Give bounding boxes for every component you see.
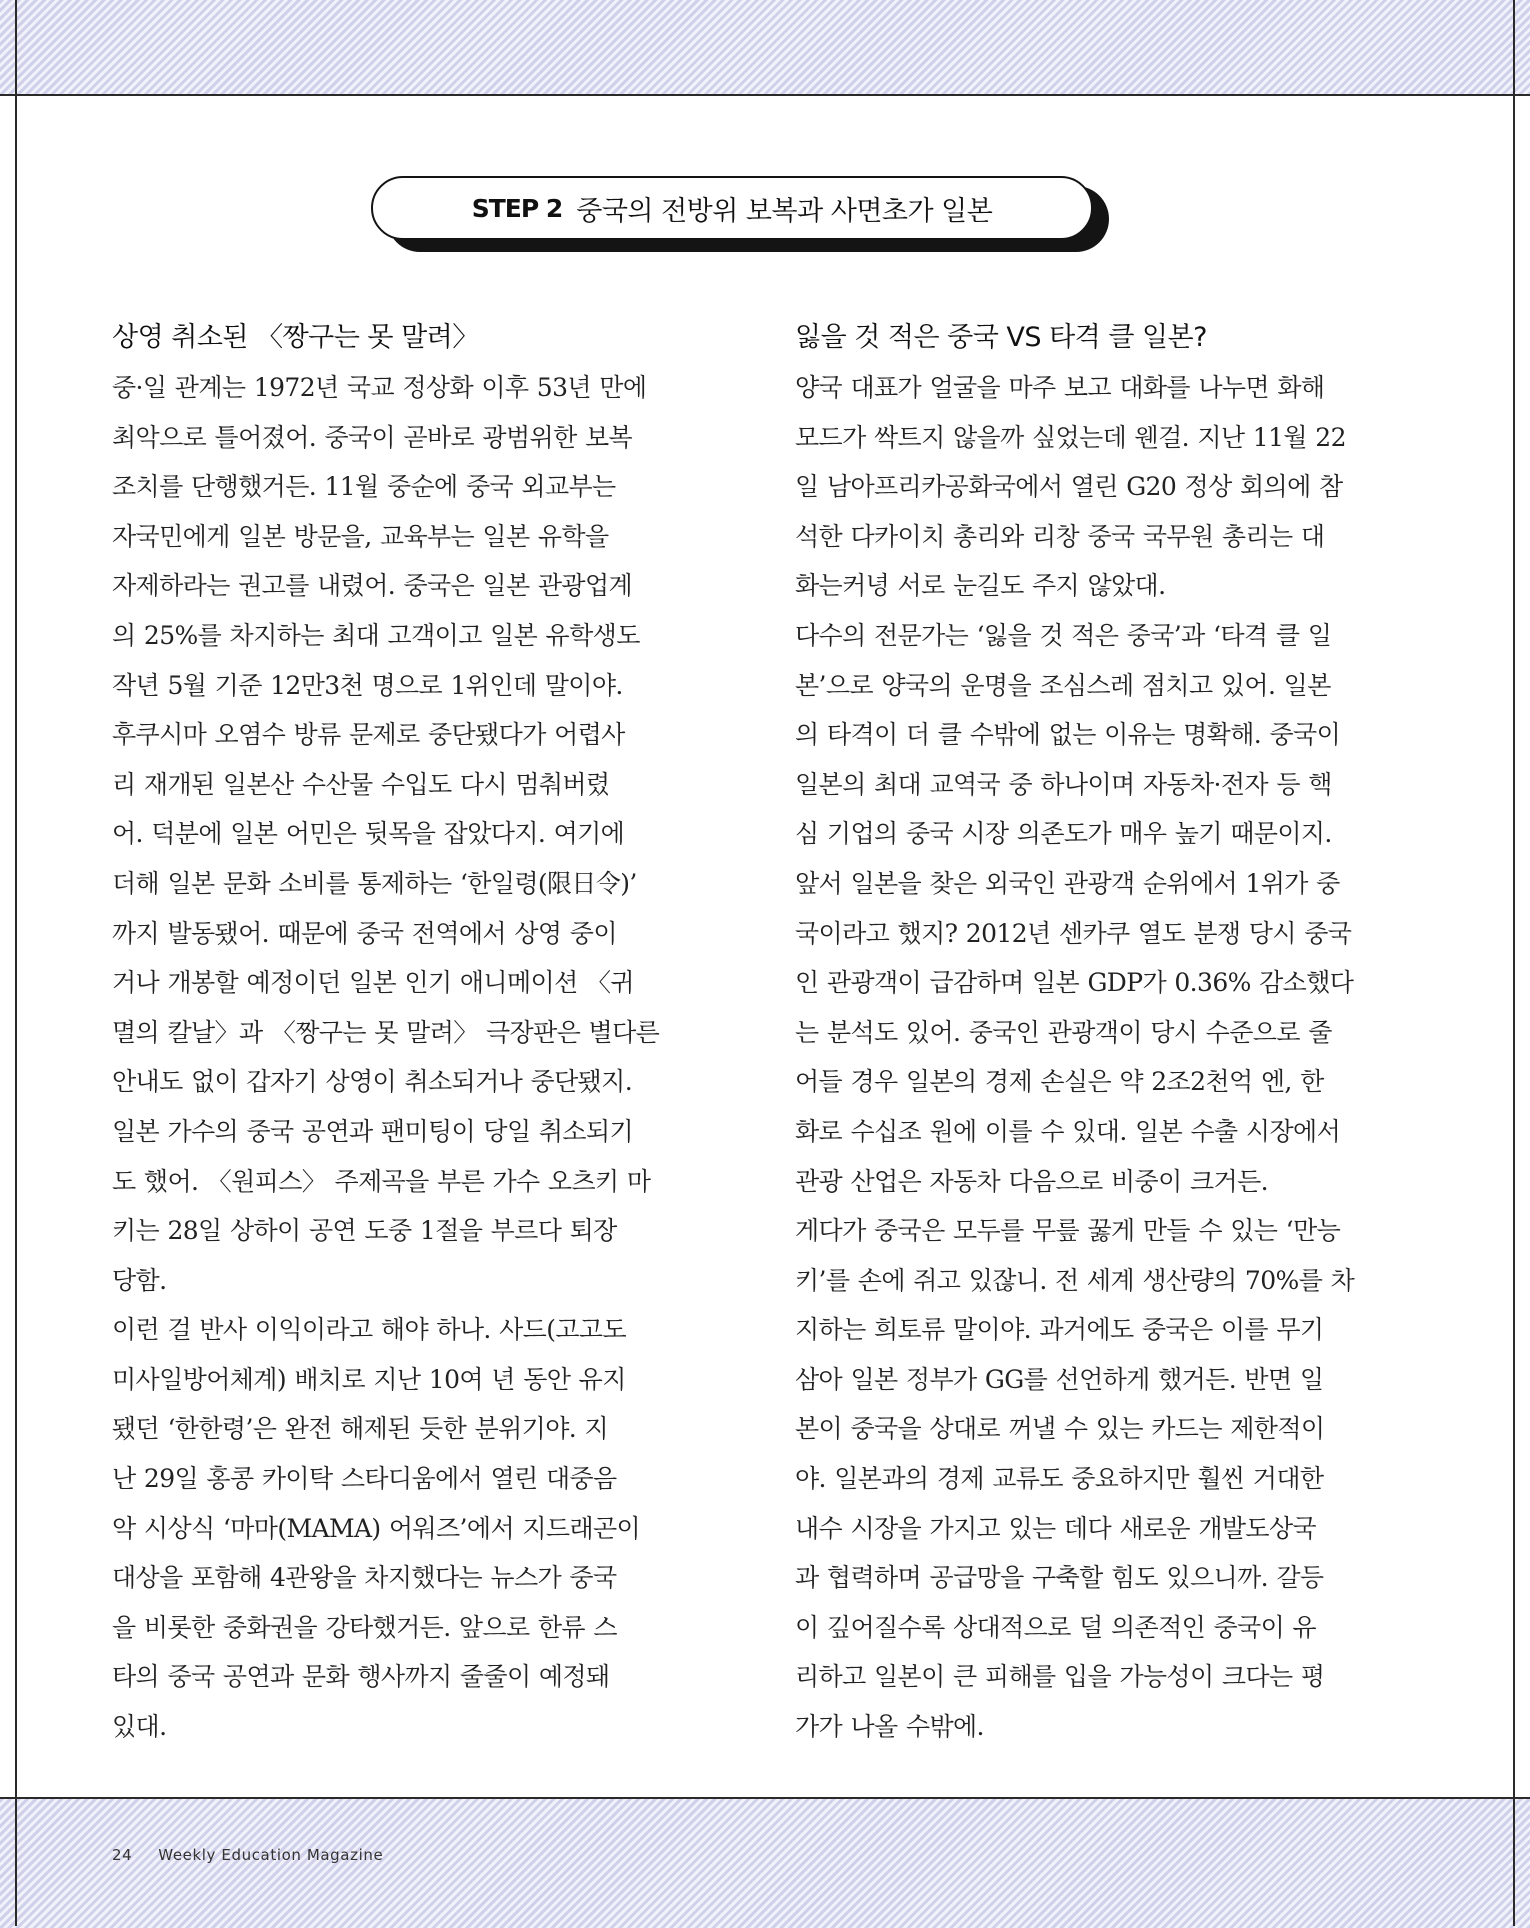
right-paragraph-1: 양국 대표가 얼굴을 마주 보고 대화를 나누면 화해 모드가 싹트지 않을까 싶었는데 웬걸. 지난 11월 22 일 남아프리카공화국에서 열린 G20 정상 회의에 참 석한 다카이치 총리와 리창 중국 국무원 총리는 대 화는커녕 서로 눈길도 주지 않았대. bbox=[795, 373, 1346, 601]
page-number: 24 bbox=[112, 1846, 133, 1864]
left-column bbox=[112, 318, 682, 1752]
left-paragraph-2: 후쿠시마 오염수 방류 문제로 중단됐다가 어렵사 리 재개된 일본산 수산물 수입도 다시 멈춰버렸 어. 덕분에 일본 어민은 뒷목을 잡았다지. 여기에 더해 일본 문화 소비를 통제하는 ‘한일령(限日令)’ 까지 발동됐어. 때문에 중국 전역에서 상영 중이 거나 개봉할 예정이던 일본 인기 애니메이션 〈귀 멸의 칼날〉과 〈짱구는 못 말려〉 극장판은 별다른 안내도 없이 갑자기 상영이 취소되거나 중단됐지. 일본 가수의 중국 공연과 팬미팅이 당일 취소되기 도 했어. 〈원피스〉 주제곡을 부른 가수 오츠키 마 키는 28일 상하이 공연 도중 1절을 부르다 퇴장 당함. bbox=[112, 720, 660, 1295]
left-column-heading: 상영 취소된 〈짱구는 못 말려〉 bbox=[112, 322, 479, 353]
top-decorative-band bbox=[0, 0, 1530, 96]
left-paragraph-1: 중·일 관계는 1972년 국교 정상화 이후 53년 만에 최악으로 틀어졌어. 중국이 곧바로 광범위한 보복 조치를 단행했거든. 11월 중순에 중국 외교부는 자국민에게 일본 방문을, 교육부는 일본 유학을 자제하라는 권고를 내렸어. 중국은 일본 관광업계 의 25%를 차지하는 최대 고객이고 일본 유학생도 작년 5월 기준 12만3천 명으로 1위인데 말이야. bbox=[112, 373, 647, 700]
right-column bbox=[795, 318, 1365, 1752]
right-paragraph-4: 게다가 중국은 모두를 무릎 꿇게 만들 수 있는 ‘만능 키’를 손에 쥐고 있잖니. 전 세계 생산량의 70%를 차 지하는 희토류 말이야. 과거에도 중국은 이를 무기 삼아 일본 정부가 GG를 선언하게 했거든. 반면 일 본이 중국을 상대로 꺼낼 수 있는 카드는 제한적이 야. 일본과의 경제 교류도 중요하지만 훨씬 거대한 내수 시장을 가지고 있는 데다 새로운 개발도상국 과 협력하며 공급망을 구축할 힘도 있으니까. 갈등 이 깊어질수록 상대적으로 덜 의존적인 중국이 유 리하고 일본이 큰 피해를 입을 가능성이 크다는 평 가가 나올 수밖에. bbox=[795, 1216, 1355, 1742]
section-banner bbox=[371, 176, 1093, 240]
right-paragraph-3: 앞서 일본을 찾은 외국인 관광객 순위에서 1위가 중 국이라고 했지? 2012년 센카쿠 열도 분쟁 당시 중국 인 관광객이 급감하며 일본 GDP가 0.36% 감소했다 는 분석도 있어. 중국인 관광객이 당시 수준으로 줄 어들 경우 일본의 경제 손실은 약 2조2천억 엔, 한 화로 수십조 원에 이를 수 있대. 일본 수출 시장에서 관광 산업은 자동차 다음으로 비중이 크거든. bbox=[795, 868, 1354, 1196]
section-title: 중국의 전방위 보복과 사면초가 일본 bbox=[576, 195, 993, 227]
left-paragraph-3: 이런 걸 반사 이익이라고 해야 하나. 사드(고고도 미사일방어체계) 배치로 지난 10여 년 동안 유지 됐던 ‘한한령’은 완전 해제된 듯한 분위기야. 지 난 29일 홍콩 카이탁 스타디움에서 열린 대중음 악 시상식 ‘마마(MAMA) 어워즈’에서 지드래곤이 대상을 포함해 4관왕을 차지했다는 뉴스가 중국 을 비롯한 중화권을 강타했거든. 앞으로 한류 스 타의 중국 공연과 문화 행사까지 줄줄이 예정돼 있대. bbox=[112, 1315, 641, 1742]
right-border-line bbox=[1513, 0, 1515, 1926]
right-paragraph-2: 다수의 전문가는 ‘잃을 것 적은 중국’과 ‘타격 클 일 본’으로 양국의 운명을 조심스레 점치고 있어. 일본 의 타격이 더 클 수밖에 없는 이유는 명확해. 중국이 일본의 최대 교역국 중 하나이며 자동차·전자 등 핵 심 기업의 중국 시장 의존도가 매우 높기 때문이지. bbox=[795, 620, 1341, 849]
page-footer bbox=[112, 1846, 383, 1864]
magazine-name: Weekly Education Magazine bbox=[158, 1846, 384, 1864]
step-label: STEP 2 bbox=[471, 193, 563, 223]
right-column-heading: 잃을 것 적은 중국 VS 타격 클 일본? bbox=[795, 322, 1208, 353]
